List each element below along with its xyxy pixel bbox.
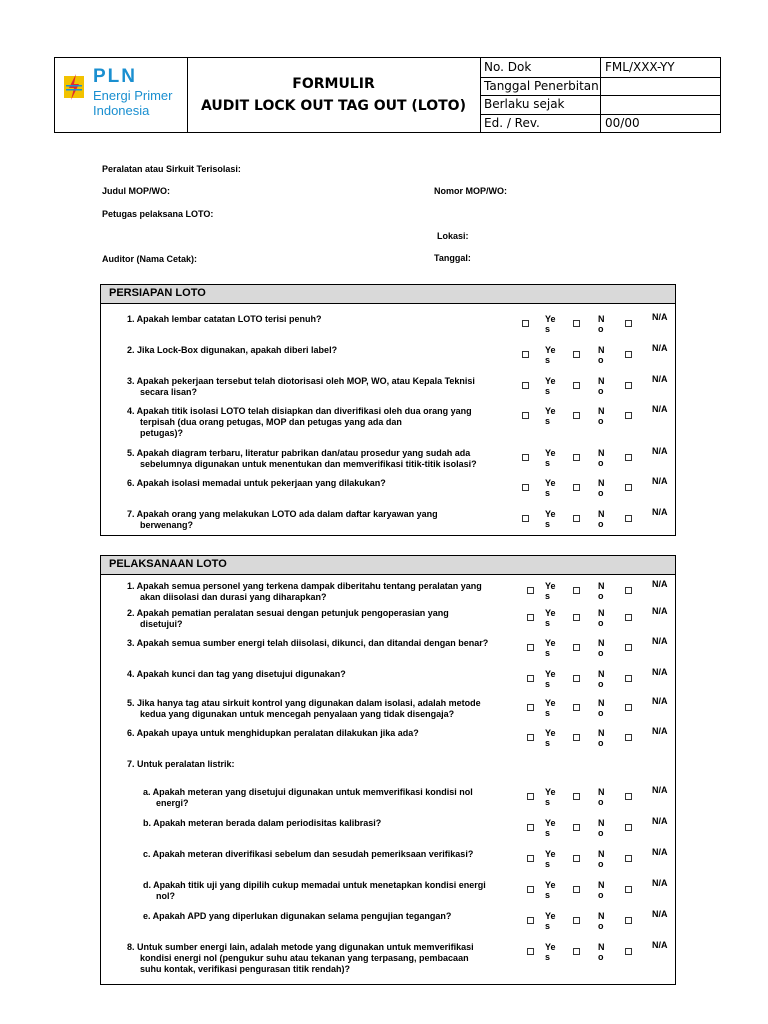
question-text-line: kedua yang digunakan untuk mencegah penyalaan yang tidak disengaja? xyxy=(140,709,455,719)
yes-label-part: s xyxy=(545,648,551,658)
question-text-line: petugas)? xyxy=(140,428,184,438)
no-label-part: N xyxy=(598,849,605,859)
no-label-part: N xyxy=(598,376,605,386)
yes-checkbox[interactable] xyxy=(522,412,529,419)
question-text-line: 8. Untuk sumber energi lain, adalah metode yang digunakan untuk memverifikasi xyxy=(127,942,474,952)
logo-cell xyxy=(55,58,188,132)
na-checkbox[interactable] xyxy=(625,886,632,893)
no-label-part: o xyxy=(598,708,604,718)
yes-checkbox[interactable] xyxy=(522,454,529,461)
field-petugas: Petugas pelaksana LOTO: xyxy=(102,209,214,219)
no-label xyxy=(598,638,605,658)
yes-label-part: s xyxy=(545,828,551,838)
yes-label-part: s xyxy=(545,679,551,689)
yes-label-part: Ye xyxy=(545,406,556,416)
meta-key: Ed. / Rev. xyxy=(480,114,601,133)
field-judul-mop: Judul MOP/WO: xyxy=(102,186,170,196)
yes-label-part: s xyxy=(545,488,551,498)
section-title: PELAKSANAAN LOTO xyxy=(101,556,675,575)
yes-label xyxy=(545,478,556,498)
question-text-line: 4. Apakah kunci dan tag yang disetujui digunakan? xyxy=(127,669,346,679)
no-checkbox[interactable] xyxy=(573,886,580,893)
no-label-part: N xyxy=(598,880,605,890)
na-checkbox[interactable] xyxy=(625,412,632,419)
document-header xyxy=(54,57,721,133)
no-label-part: o xyxy=(598,890,604,900)
question-text-line: 6. Apakah upaya untuk menghidupkan peralatan dilakukan jika ada? xyxy=(127,728,419,738)
yes-label-part: Ye xyxy=(545,608,556,618)
form-title-line1: FORMULIR xyxy=(292,76,375,92)
no-label-part: N xyxy=(598,406,605,416)
na-label: N/A xyxy=(652,507,668,517)
yes-checkbox[interactable] xyxy=(527,644,534,651)
no-label-part: N xyxy=(598,942,605,952)
yes-checkbox[interactable] xyxy=(527,704,534,711)
yes-label xyxy=(545,581,556,601)
yes-label xyxy=(545,698,556,718)
yes-label-part: s xyxy=(545,458,551,468)
item7-heading-text: 7. Untuk peralatan listrik: xyxy=(127,759,235,769)
question-text-line: 6. Apakah isolasi memadai untuk pekerjaan yang dilakukan? xyxy=(127,478,386,488)
logo-subtitle-line2: Indonesia xyxy=(93,103,150,118)
no-checkbox[interactable] xyxy=(573,644,580,651)
na-label: N/A xyxy=(652,816,668,826)
no-label-part: N xyxy=(598,314,605,324)
meta-key: Berlaku sejak xyxy=(480,95,601,114)
no-checkbox[interactable] xyxy=(573,614,580,621)
no-label xyxy=(598,314,605,334)
no-label-part: o xyxy=(598,679,604,689)
yes-label xyxy=(545,376,556,396)
question-text-line: 4. Apakah titik isolasi LOTO telah disiapkan dan diverifikasi oleh dua orang yang xyxy=(127,406,472,416)
na-label: N/A xyxy=(652,606,668,616)
yes-label xyxy=(545,638,556,658)
no-checkbox[interactable] xyxy=(573,587,580,594)
logo-subtitle xyxy=(93,88,172,118)
na-checkbox[interactable] xyxy=(625,644,632,651)
yes-label xyxy=(545,880,556,900)
question-text-line: c. Apakah meteran diverifikasi sebelum dan sesudah pemeriksaan verifikasi? xyxy=(143,849,474,859)
na-checkbox[interactable] xyxy=(625,855,632,862)
no-label-part: o xyxy=(598,828,604,838)
no-label-part: N xyxy=(598,608,605,618)
no-label-part: o xyxy=(598,488,604,498)
no-checkbox[interactable] xyxy=(573,484,580,491)
meta-key: No. Dok xyxy=(480,58,601,77)
no-label xyxy=(598,849,605,869)
yes-checkbox[interactable] xyxy=(527,587,534,594)
no-label xyxy=(598,818,605,838)
no-checkbox[interactable] xyxy=(573,734,580,741)
yes-label xyxy=(545,818,556,838)
yes-label xyxy=(545,608,556,628)
no-label xyxy=(598,345,605,365)
yes-label-part: s xyxy=(545,416,551,426)
no-label-part: N xyxy=(598,698,605,708)
yes-label-part: Ye xyxy=(545,345,556,355)
yes-checkbox[interactable] xyxy=(522,351,529,358)
no-label xyxy=(598,698,605,718)
no-label-part: o xyxy=(598,738,604,748)
na-checkbox[interactable] xyxy=(625,515,632,522)
yes-label-part: Ye xyxy=(545,849,556,859)
na-checkbox[interactable] xyxy=(625,320,632,327)
field-tanggal: Tanggal: xyxy=(434,253,471,263)
yes-label-part: s xyxy=(545,591,551,601)
meta-value xyxy=(601,95,720,114)
yes-label-part: Ye xyxy=(545,638,556,648)
question-text-line: 1. Apakah lembar catatan LOTO terisi penuh? xyxy=(127,314,322,324)
no-checkbox[interactable] xyxy=(573,515,580,522)
yes-label xyxy=(545,448,556,468)
yes-label-part: Ye xyxy=(545,942,556,952)
no-label xyxy=(598,880,605,900)
yes-label xyxy=(545,406,556,426)
no-checkbox[interactable] xyxy=(573,948,580,955)
no-label-part: o xyxy=(598,416,604,426)
yes-label-part: s xyxy=(545,738,551,748)
no-label xyxy=(598,376,605,396)
yes-label-part: Ye xyxy=(545,478,556,488)
no-label-part: N xyxy=(598,448,605,458)
no-label xyxy=(598,787,605,807)
na-label: N/A xyxy=(652,667,668,677)
no-checkbox[interactable] xyxy=(573,351,580,358)
question-text-line: suhu kontak, verifikasi pengurasan titik rendah)? xyxy=(140,964,351,974)
question-text-line: akan diisolasi dan durasi yang diharapkan? xyxy=(140,592,327,602)
yes-label xyxy=(545,669,556,689)
no-label xyxy=(598,406,605,426)
question-text-line: a. Apakah meteran yang disetujui digunakan untuk memverifikasi kondisi nol xyxy=(143,787,473,797)
yes-label-part: s xyxy=(545,355,551,365)
na-label: N/A xyxy=(652,636,668,646)
pln-lightning-logo-icon xyxy=(63,72,85,102)
no-checkbox[interactable] xyxy=(573,382,580,389)
na-checkbox[interactable] xyxy=(625,793,632,800)
question-text-line: 3. Apakah semua sumber energi telah diisolasi, dikunci, dan ditandai dengan benar? xyxy=(127,638,489,648)
question-text-line: kondisi energi nol (pengukur suhu atau tekanan yang terpasang, pembacaan xyxy=(140,953,469,963)
na-label: N/A xyxy=(652,476,668,486)
no-checkbox[interactable] xyxy=(573,793,580,800)
no-label-part: N xyxy=(598,787,605,797)
na-label: N/A xyxy=(652,374,668,384)
yes-label-part: s xyxy=(545,618,551,628)
meta-key: Tanggal Penerbitan xyxy=(480,77,601,96)
yes-label-part: Ye xyxy=(545,448,556,458)
field-peralatan: Peralatan atau Sirkuit Terisolasi: xyxy=(102,164,241,174)
no-checkbox[interactable] xyxy=(573,704,580,711)
question-text-line: 5. Jika hanya tag atau sirkuit kontrol yang digunakan dalam isolasi, adalah metode xyxy=(127,698,481,708)
no-label xyxy=(598,728,605,748)
na-checkbox[interactable] xyxy=(625,382,632,389)
yes-checkbox[interactable] xyxy=(522,484,529,491)
yes-label xyxy=(545,314,556,334)
yes-label-part: s xyxy=(545,519,551,529)
yes-checkbox[interactable] xyxy=(522,382,529,389)
na-checkbox[interactable] xyxy=(625,675,632,682)
na-label: N/A xyxy=(652,785,668,795)
no-checkbox[interactable] xyxy=(573,855,580,862)
no-label-part: N xyxy=(598,911,605,921)
form-title-line2: AUDIT LOCK OUT TAG OUT (LOTO) xyxy=(201,98,466,114)
yes-label-part: s xyxy=(545,797,551,807)
yes-label-part: s xyxy=(545,708,551,718)
no-label-part: o xyxy=(598,648,604,658)
no-label xyxy=(598,478,605,498)
no-label-part: N xyxy=(598,345,605,355)
no-label xyxy=(598,942,605,962)
field-auditor: Auditor (Nama Cetak): xyxy=(102,254,198,264)
meta-value: 00/00 xyxy=(605,115,640,130)
meta-row-tanggal-penerbitan xyxy=(480,77,720,97)
no-label xyxy=(598,911,605,931)
yes-label-part: s xyxy=(545,921,551,931)
form-title-cell xyxy=(187,58,481,132)
na-checkbox[interactable] xyxy=(625,948,632,955)
na-checkbox[interactable] xyxy=(625,614,632,621)
na-checkbox[interactable] xyxy=(625,454,632,461)
no-checkbox[interactable] xyxy=(573,320,580,327)
na-checkbox[interactable] xyxy=(625,351,632,358)
na-label: N/A xyxy=(652,878,668,888)
question-text-line: berwenang? xyxy=(140,520,194,530)
yes-label xyxy=(545,849,556,869)
question-text-line: 2. Jika Lock-Box digunakan, apakah diberi label? xyxy=(127,345,338,355)
logo-brand: PLN xyxy=(93,66,137,87)
no-label-part: N xyxy=(598,638,605,648)
yes-checkbox[interactable] xyxy=(527,917,534,924)
na-checkbox[interactable] xyxy=(625,824,632,831)
no-label-part: o xyxy=(598,355,604,365)
yes-label-part: s xyxy=(545,952,551,962)
no-checkbox[interactable] xyxy=(573,454,580,461)
no-label-part: o xyxy=(598,859,604,869)
question-text-line: d. Apakah titik uji yang dipilih cukup memadai untuk menetapkan kondisi energi xyxy=(143,880,486,890)
yes-label xyxy=(545,911,556,931)
no-label-part: N xyxy=(598,669,605,679)
yes-checkbox[interactable] xyxy=(522,515,529,522)
question-text-line: sebelumnya digunakan untuk menentukan dan memverifikasi titik-titik isolasi? xyxy=(140,459,477,469)
question-text-line: 1. Apakah semua personel yang terkena dampak diberitahu tentang peralatan yang xyxy=(127,581,482,591)
question-text-line: e. Apakah APD yang diperlukan digunakan selama pengujian tegangan? xyxy=(143,911,452,921)
yes-checkbox[interactable] xyxy=(527,675,534,682)
meta-value: FML/XXX-YY xyxy=(605,60,675,74)
yes-label xyxy=(545,787,556,807)
na-label: N/A xyxy=(652,312,668,322)
no-label xyxy=(598,448,605,468)
yes-label-part: Ye xyxy=(545,314,556,324)
na-label: N/A xyxy=(652,404,668,414)
no-label-part: o xyxy=(598,386,604,396)
yes-checkbox[interactable] xyxy=(527,855,534,862)
yes-label-part: Ye xyxy=(545,698,556,708)
yes-label-part: Ye xyxy=(545,728,556,738)
no-checkbox[interactable] xyxy=(573,824,580,831)
yes-label-part: s xyxy=(545,859,551,869)
field-lokasi: Lokasi: xyxy=(437,231,469,241)
no-label-part: o xyxy=(598,591,604,601)
no-label-part: o xyxy=(598,797,604,807)
no-label-part: o xyxy=(598,324,604,334)
yes-label-part: s xyxy=(545,890,551,900)
yes-label-part: Ye xyxy=(545,669,556,679)
logo-subtitle-line1: Energi Primer xyxy=(93,88,173,103)
yes-checkbox[interactable] xyxy=(527,614,534,621)
meta-row-ed-rev xyxy=(480,114,720,133)
na-checkbox[interactable] xyxy=(625,917,632,924)
meta-value xyxy=(601,77,720,96)
meta-row-no-dok xyxy=(480,58,720,78)
yes-label xyxy=(545,509,556,529)
question-text-line: energi? xyxy=(156,798,189,808)
no-label-part: N xyxy=(598,728,605,738)
na-label: N/A xyxy=(652,847,668,857)
yes-label-part: Ye xyxy=(545,911,556,921)
na-label: N/A xyxy=(652,726,668,736)
na-checkbox[interactable] xyxy=(625,734,632,741)
yes-label-part: Ye xyxy=(545,376,556,386)
no-checkbox[interactable] xyxy=(573,412,580,419)
no-label xyxy=(598,608,605,628)
yes-label-part: Ye xyxy=(545,581,556,591)
yes-checkbox[interactable] xyxy=(527,824,534,831)
meta-row-berlaku-sejak xyxy=(480,95,720,115)
no-label-part: N xyxy=(598,478,605,488)
na-checkbox[interactable] xyxy=(625,704,632,711)
no-label xyxy=(598,669,605,689)
na-label: N/A xyxy=(652,446,668,456)
yes-label xyxy=(545,345,556,365)
no-checkbox[interactable] xyxy=(573,675,580,682)
na-label: N/A xyxy=(652,343,668,353)
question-text-line: terpisah (dua orang petugas, MOP dan petugas yang ada dan xyxy=(140,417,402,427)
no-label-part: N xyxy=(598,581,605,591)
yes-label-part: Ye xyxy=(545,787,556,797)
question-text-line: b. Apakah meteran berada dalam periodisitas kalibrasi? xyxy=(143,818,382,828)
yes-checkbox[interactable] xyxy=(522,320,529,327)
field-nomor-mop: Nomor MOP/WO: xyxy=(434,186,507,196)
yes-label-part: Ye xyxy=(545,880,556,890)
na-checkbox[interactable] xyxy=(625,587,632,594)
na-label: N/A xyxy=(652,940,668,950)
na-checkbox[interactable] xyxy=(625,484,632,491)
na-label: N/A xyxy=(652,579,668,589)
yes-label xyxy=(545,942,556,962)
yes-checkbox[interactable] xyxy=(527,793,534,800)
no-label-part: o xyxy=(598,519,604,529)
no-label-part: o xyxy=(598,921,604,931)
na-label: N/A xyxy=(652,909,668,919)
no-label-part: o xyxy=(598,618,604,628)
question-text-line: 3. Apakah pekerjaan tersebut telah diotorisasi oleh MOP, WO, atau Kepala Teknisi xyxy=(127,376,475,386)
yes-checkbox[interactable] xyxy=(527,948,534,955)
no-label-part: N xyxy=(598,818,605,828)
question-text-line: 7. Apakah orang yang melakukan LOTO ada dalam daftar karyawan yang xyxy=(127,509,438,519)
no-label xyxy=(598,509,605,529)
no-checkbox[interactable] xyxy=(573,917,580,924)
yes-checkbox[interactable] xyxy=(527,886,534,893)
no-label-part: o xyxy=(598,458,604,468)
yes-checkbox[interactable] xyxy=(527,734,534,741)
yes-label-part: Ye xyxy=(545,509,556,519)
yes-label-part: Ye xyxy=(545,818,556,828)
question-text-line: secara lisan? xyxy=(140,387,198,397)
question-text-line: 5. Apakah diagram terbaru, literatur pabrikan dan/atau prosedur yang sudah ada xyxy=(127,448,471,458)
yes-label-part: s xyxy=(545,386,551,396)
na-label: N/A xyxy=(652,696,668,706)
section-title: PERSIAPAN LOTO xyxy=(101,285,675,304)
no-label-part: o xyxy=(598,952,604,962)
no-label xyxy=(598,581,605,601)
yes-label-part: s xyxy=(545,324,551,334)
question-text-line: disetujui? xyxy=(140,619,183,629)
no-label-part: N xyxy=(598,509,605,519)
question-text-line: 2. Apakah pematian peralatan sesuai dengan petunjuk pengoperasian yang xyxy=(127,608,449,618)
yes-label xyxy=(545,728,556,748)
question-text-line: nol? xyxy=(156,891,175,901)
